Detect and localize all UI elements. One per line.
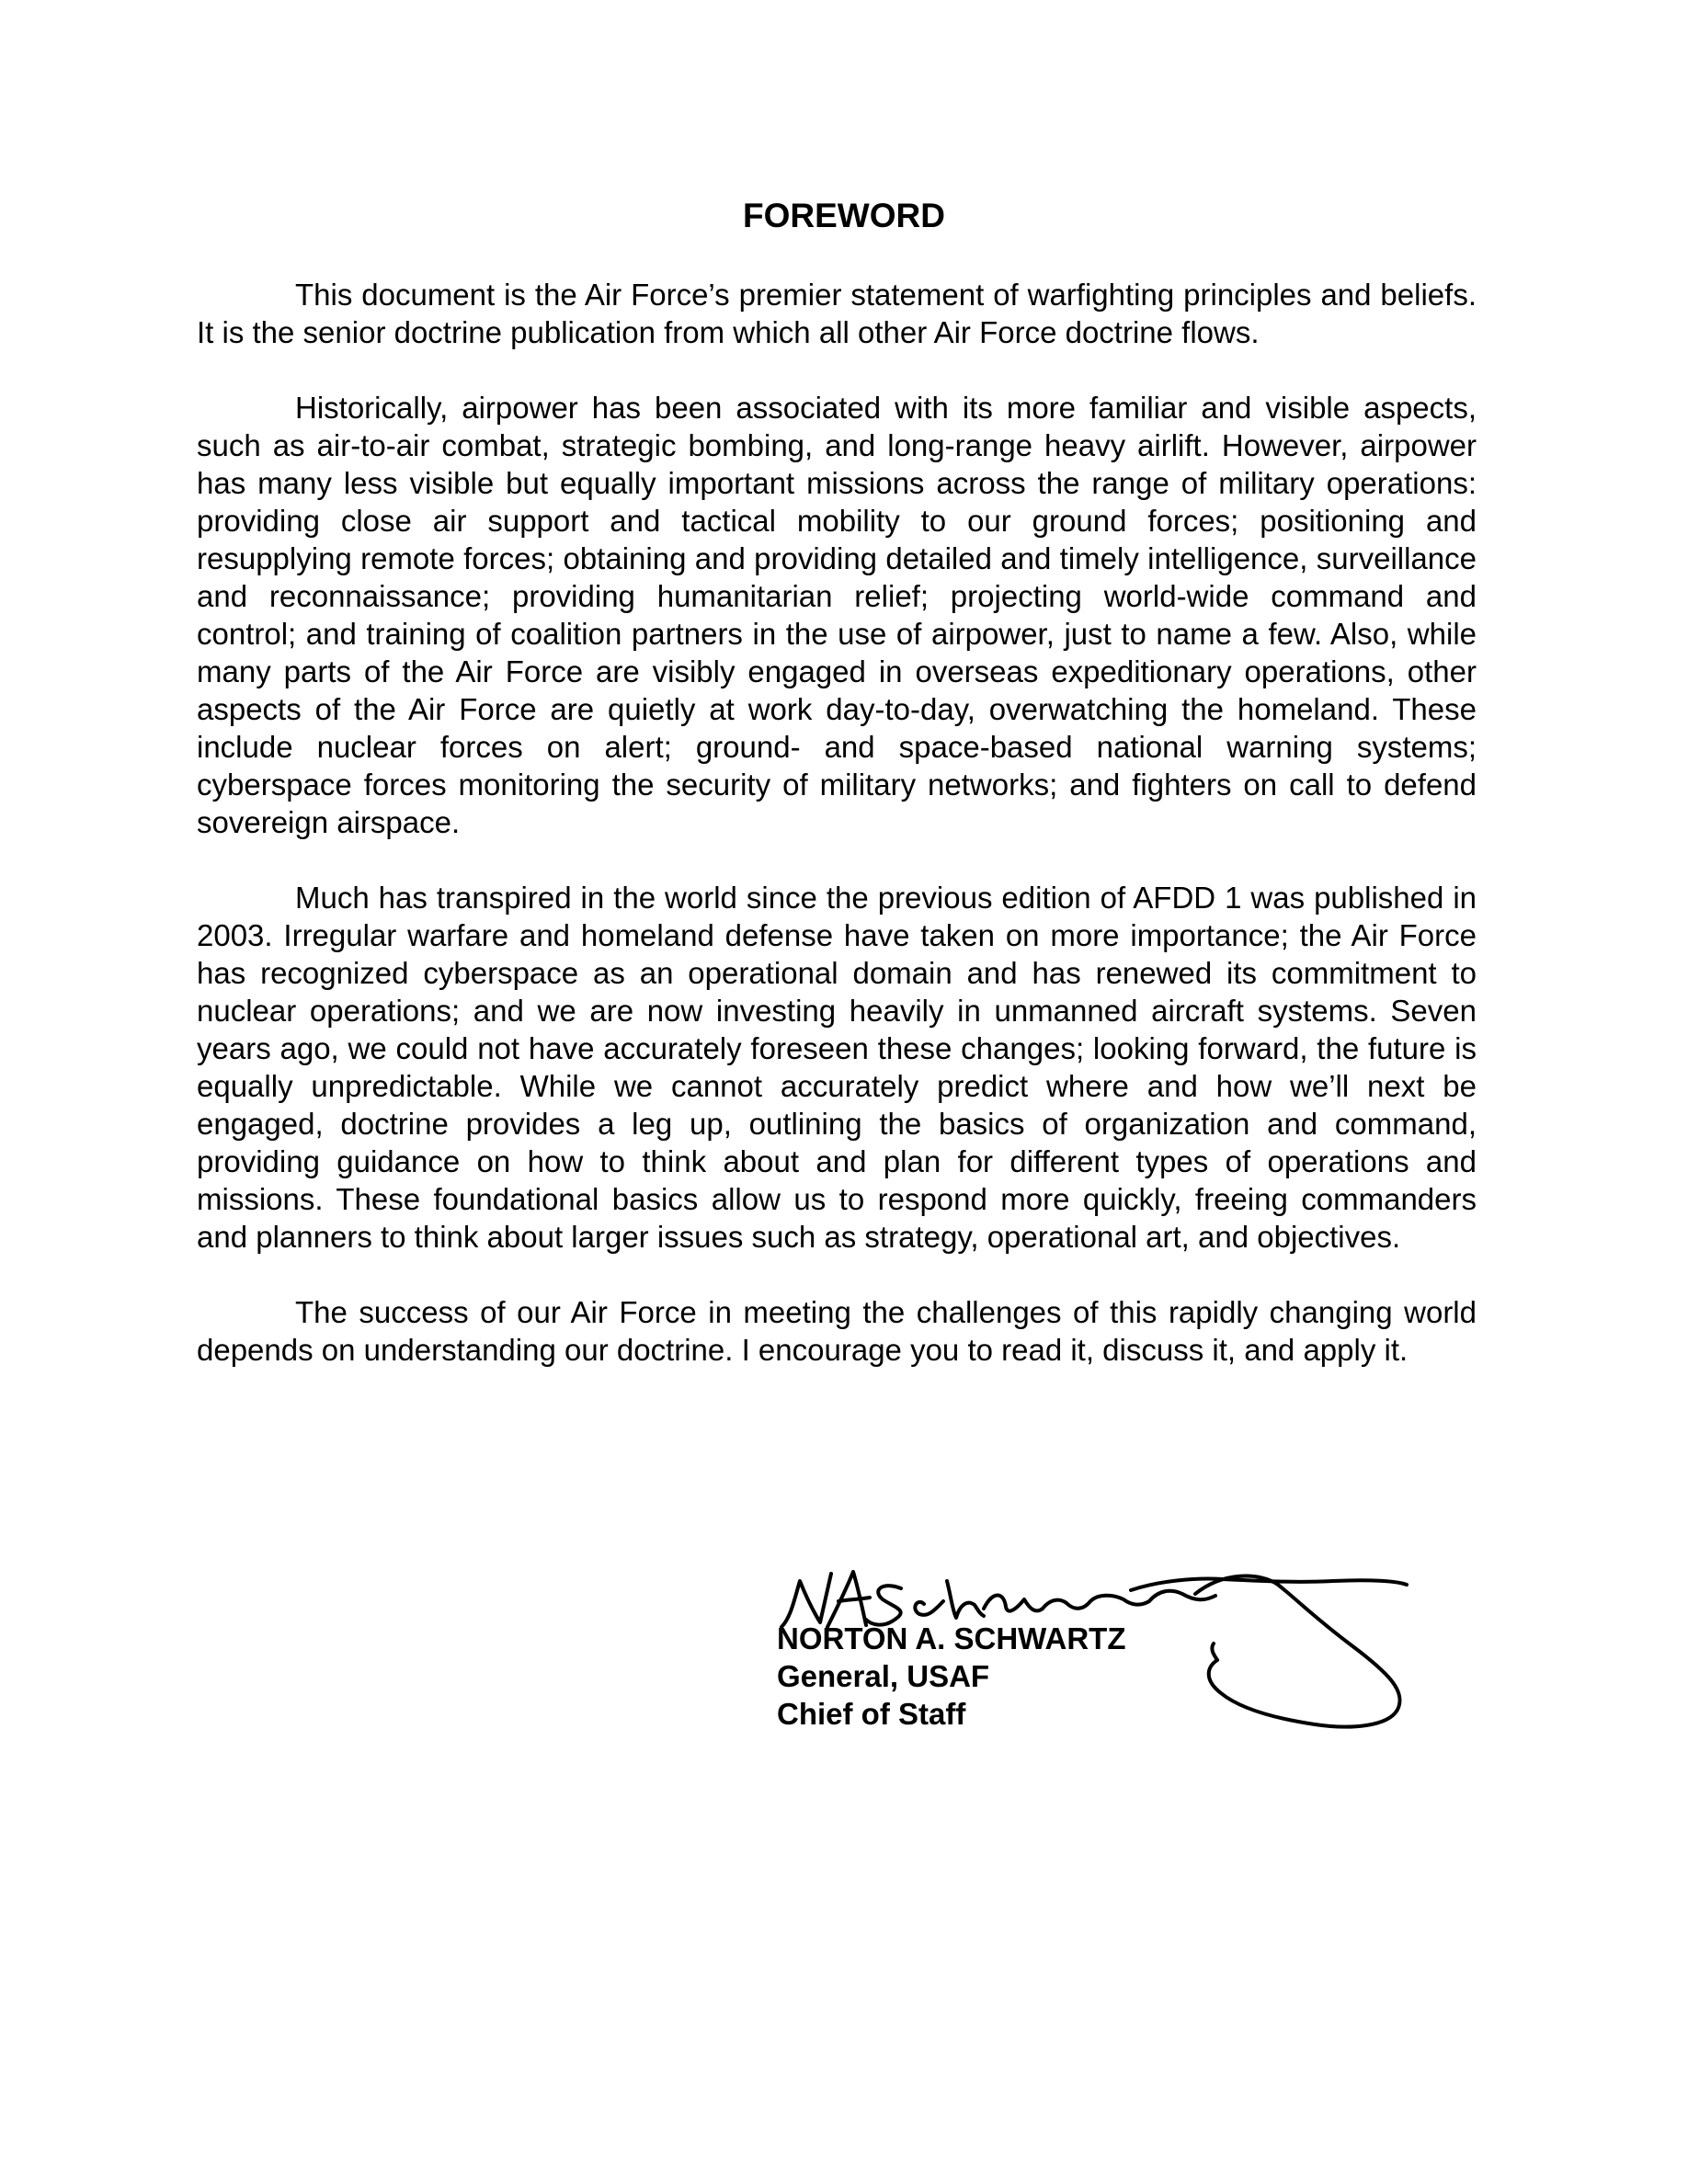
signatory-position: Chief of Staff: [777, 1697, 966, 1731]
foreword-body: [197, 276, 1477, 1406]
paragraph-3: Much has transpired in the world since the previous edition of AFDD 1 was published in 2003. Irregular warfare and homeland defense have taken on more importance; the Air Force has recognized cyberspace as an operational domain and has renewed its commitment to nuclear operations; and we are now investing heavily in unmanned aircraft systems. Seven years ago, we could not have accurately foreseen these changes; looking forward, the future is equally unpredictable. While we cannot accurately predict where and how we’ll next be engaged, doctrine provides a leg up, outlining the basics of organization and command, providing guidance on how to think about and plan for different types of operations and missions. These foundational basics allow us to respond more quickly, freeing commanders and planners to think about larger issues such as strategy, operational art, and objectives.: [197, 881, 1477, 1254]
signatory-name: NORTON A. SCHWARTZ: [777, 1621, 1126, 1655]
paragraph-4: The success of our Air Force in meeting the challenges of this rapidly changing world depends on understanding our doctrine. I encourage you to read it, discuss it, and apply it.: [197, 1295, 1477, 1367]
signatory-rank: General, USAF: [777, 1659, 990, 1693]
signature-block: [777, 1620, 1125, 1733]
paragraph-2: Historically, airpower has been associated with its more familiar and visible aspects, such as air-to-air combat, strategic bombing, and long-range heavy airlift. However, airpower has many less visible but equally important missions across the range of military operations: providing close air support and tactical mobility to our ground forces; positioning and resupplying remote forces; obtaining and providing detailed and timely intelligence, surveillance and reconnaissance; providing humanitarian relief; projecting world-wide command and control; and training of coalition partners in the use of airpower, just to name a few. Also, while many parts of the Air Force are visibly engaged in overseas expeditionary operations, other aspects of the Air Force are quietly at work day-to-day, overwatching the homeland. These include nuclear forces on alert; ground- and space-based national warning systems; cyberspace forces monitoring the security of military networks; and fighters on call to defend sovereign airspace.: [197, 391, 1477, 839]
page-title: FOREWORD: [743, 197, 945, 234]
paragraph-1: This document is the Air Force’s premier statement of warfighting principles and beliefs. It is the senior doctrine publication from which all other Air Force doctrine flows.: [197, 278, 1477, 349]
